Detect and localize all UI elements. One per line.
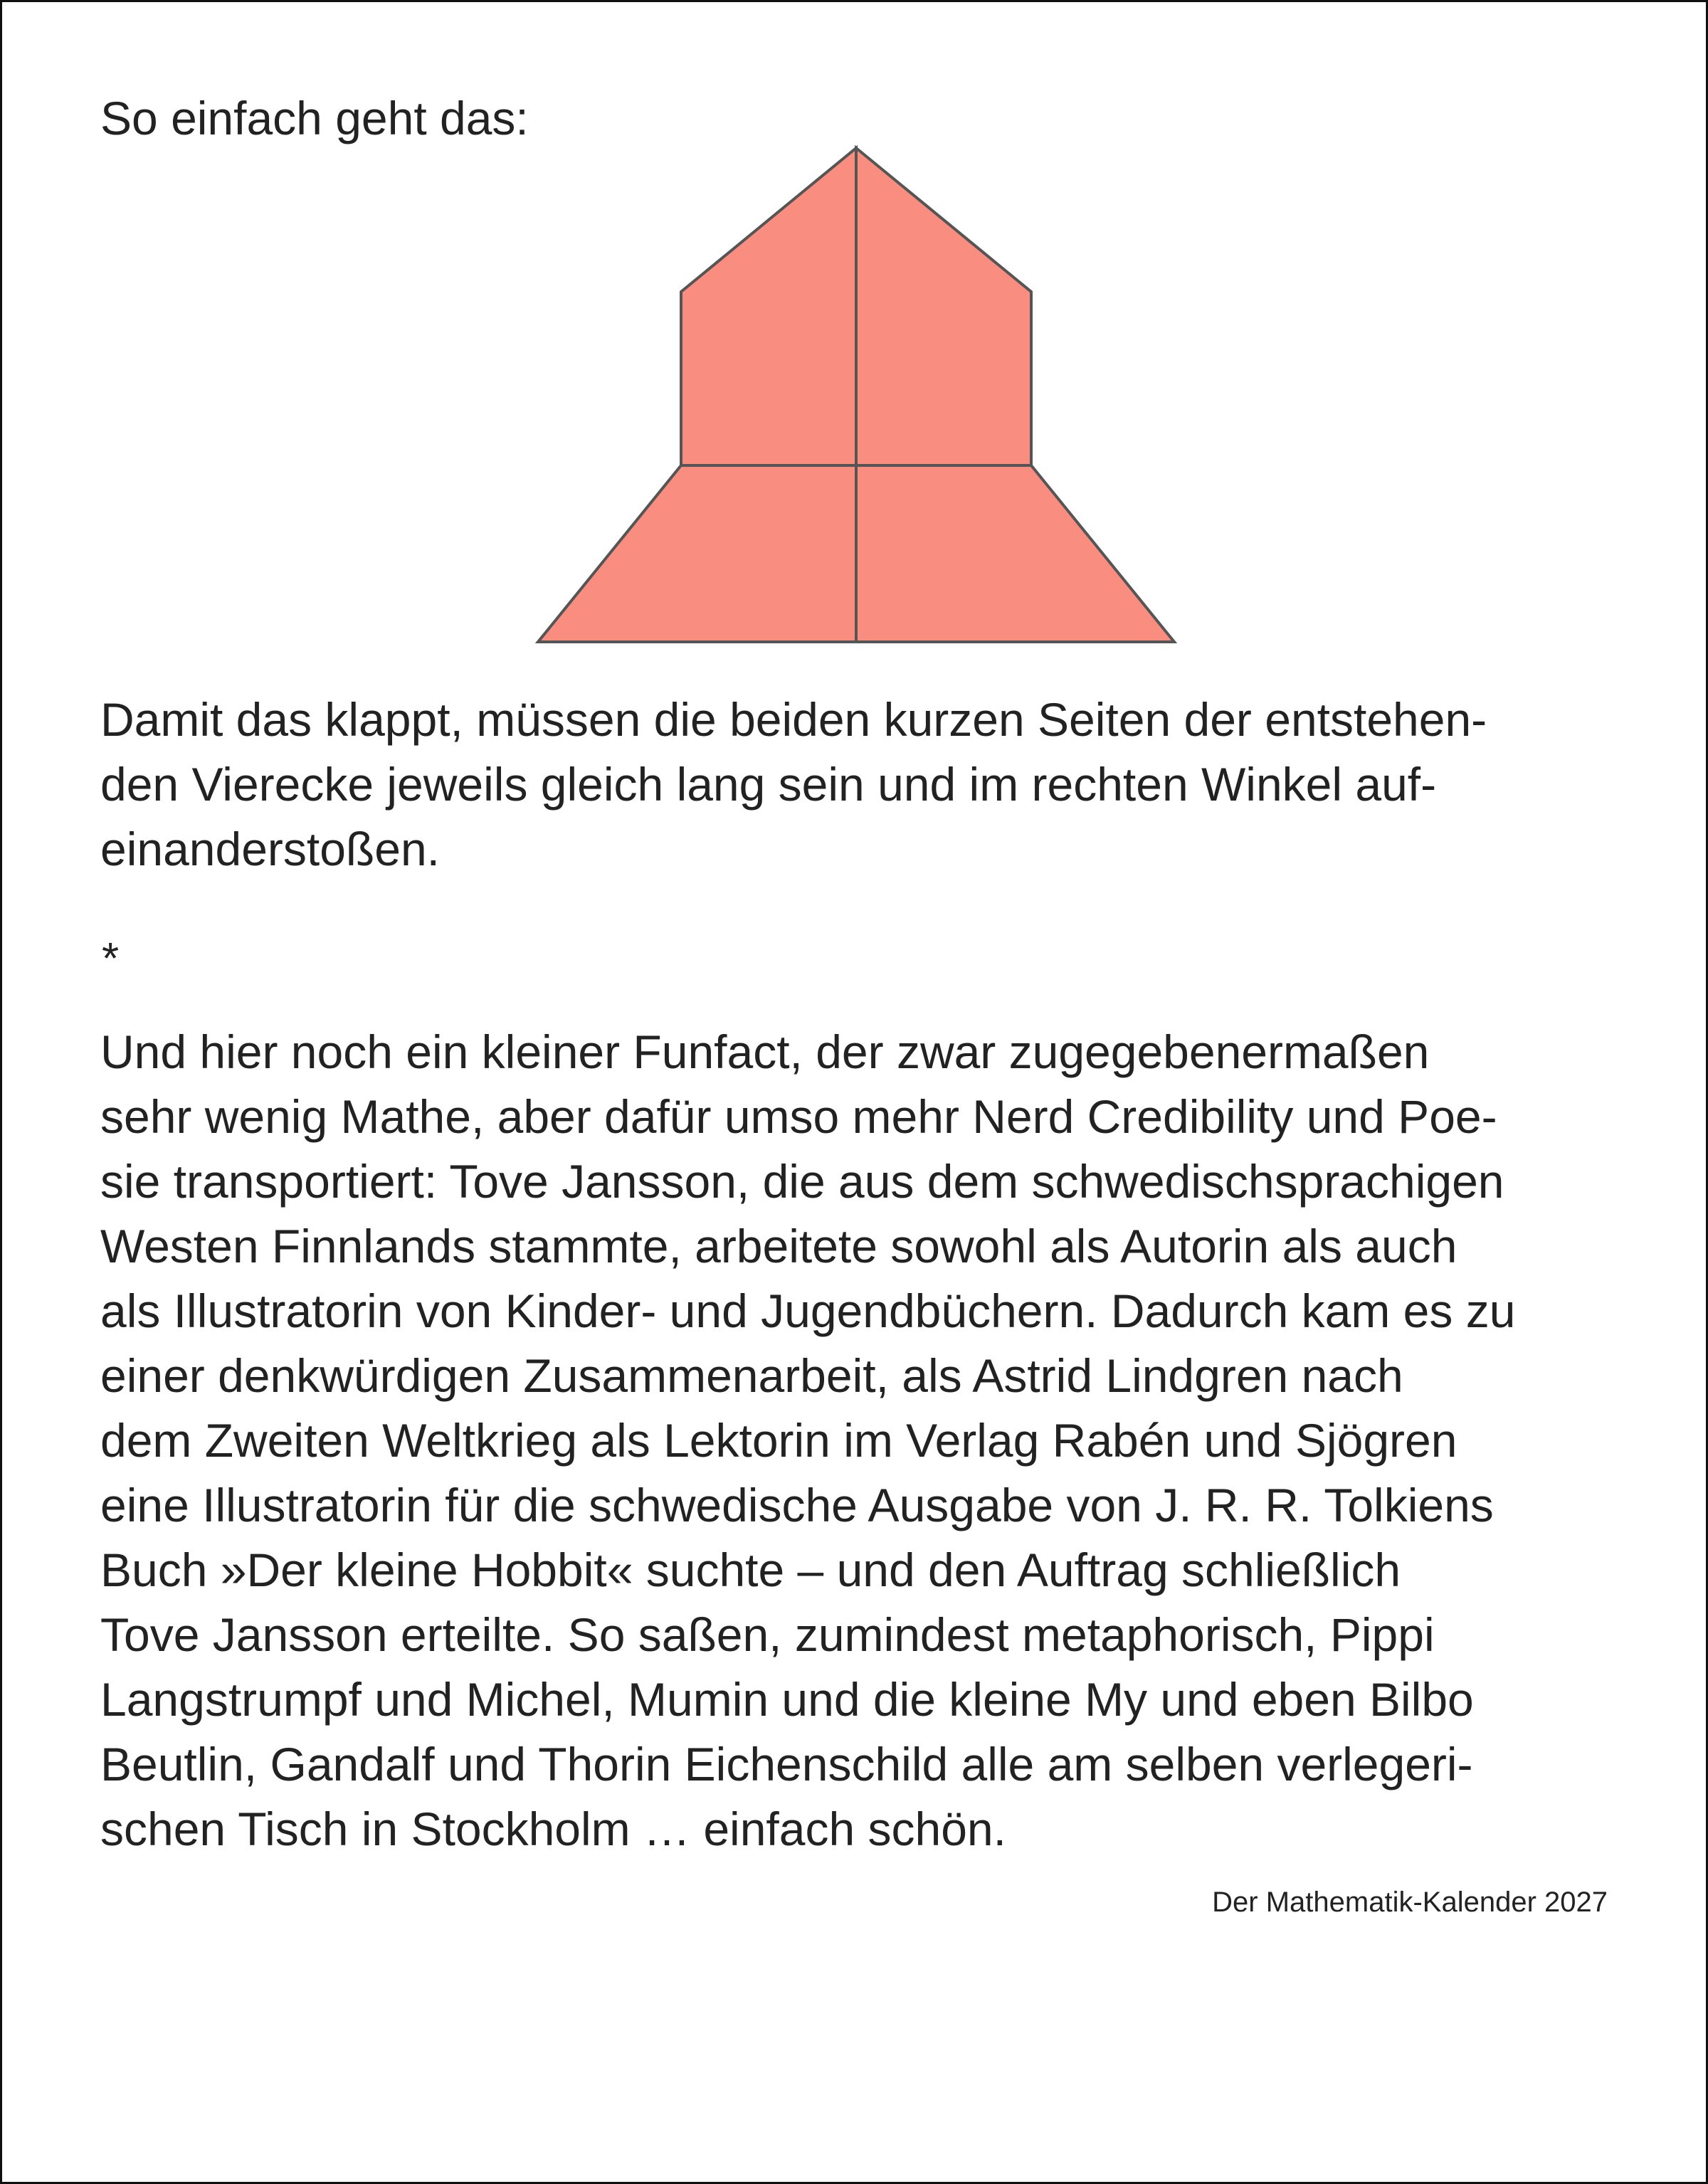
text-line: einer denkwürdigen Zusammenarbeit, als Astrid Lindgren nach xyxy=(100,1349,1403,1402)
piece-top-right xyxy=(856,148,1031,465)
paragraph-explanation xyxy=(100,687,1487,882)
text-line: eine Illustratorin für die schwedische Ausgabe von J. R. R. Tolkiens xyxy=(100,1479,1494,1531)
text-line: sehr wenig Mathe, aber dafür umso mehr Nerd Credibility und Poe- xyxy=(100,1090,1497,1143)
text-line: schen Tisch in Stockholm … einfach schön. xyxy=(100,1803,1006,1855)
text-line: Damit das klappt, müssen die beiden kurzen Seiten der entstehen- xyxy=(100,693,1487,746)
separator-asterisk: * xyxy=(102,934,120,983)
text-line: Beutlin, Gandalf und Thorin Eichenschild alle am selben verlegeri- xyxy=(100,1738,1473,1790)
text-line: sie transportiert: Tove Jansson, die aus dem schwedischsprachigen xyxy=(100,1155,1504,1208)
piece-bottom-right xyxy=(856,465,1174,642)
piece-top-left xyxy=(681,148,856,465)
text-line: Buch »Der kleine Hobbit« suchte – und den Auftrag schließlich xyxy=(100,1544,1401,1596)
text-line: Langstrumpf und Michel, Mumin und die kleine My und eben Bilbo xyxy=(100,1673,1474,1726)
footer-credit: Der Mathematik-Kalender 2027 xyxy=(1212,1887,1608,1918)
piece-bottom-left xyxy=(538,465,856,642)
house-shape-figure xyxy=(529,141,1184,650)
text-line: Tove Jansson erteilte. So saßen, zumindest metaphorisch, Pippi xyxy=(100,1608,1435,1661)
text-line: den Vierecke jeweils gleich lang sein und im rechten Winkel auf- xyxy=(100,758,1437,811)
text-line: dem Zweiten Weltkrieg als Lektorin im Verlag Rabén und Sjögren xyxy=(100,1414,1457,1467)
text-line: einanderstoßen. xyxy=(100,823,440,875)
text-line: als Illustratorin von Kinder- und Jugendbüchern. Dadurch kam es zu xyxy=(100,1284,1516,1337)
heading: So einfach geht das: xyxy=(100,92,529,144)
paragraph-funfact xyxy=(100,1020,1515,1862)
text-line: Westen Finnlands stammte, arbeitete sowohl als Autorin als auch xyxy=(100,1220,1457,1272)
text-line: Und hier noch ein kleiner Funfact, der zwar zugegebenermaßen xyxy=(100,1025,1430,1078)
